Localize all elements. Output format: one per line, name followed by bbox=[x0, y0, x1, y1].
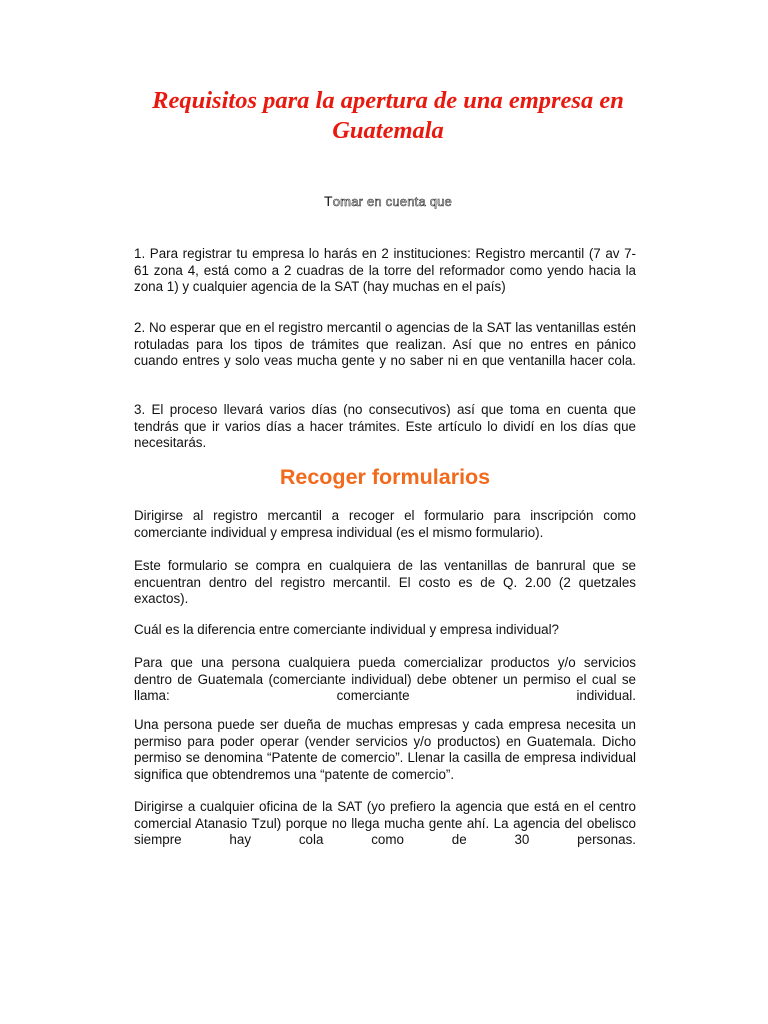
intro-paragraph-1: 1. Para registrar tu empresa lo harás en 2 instituciones: Registro mercantil (7 av 7-61 zona 4, está como a 2 cuadras de la torre del reformador como yendo hacia la zona 1) y cualquier agencia de la SAT (hay muchas en el país) bbox=[134, 246, 636, 295]
document-subtitle bbox=[100, 193, 676, 210]
document-title: Requisitos para la apertura de una empresa en Guatemala bbox=[152, 87, 624, 144]
subtitle-rest: omar en cuenta que bbox=[332, 194, 452, 209]
section-paragraph-4: Para que una persona cualquiera pueda comercializar productos y/o servicios dentro de Guatemala (comerciante individual) debe obtener un permiso el cual se llama: comerciante individual. bbox=[134, 655, 636, 704]
section-paragraph-5: Una persona puede ser dueña de muchas empresas y cada empresa necesita un permiso para poder operar (vender servicios y/o productos) en Guatemala. Dicho permiso se denomina “Patente de comercio”. Llenar la casilla de empresa individual significa que obtendremos una “patente de comercio”. bbox=[134, 717, 636, 782]
section-paragraph-2: Este formulario se compra en cualquiera de las ventanillas de banrural que se encuentran dentro del registro mercantil. El costo es de Q. 2.00 (2 quetzales exactos). bbox=[134, 558, 636, 607]
intro-paragraph-2: 2. No esperar que en el registro mercantil o agencias de la SAT las ventanillas estén rotuladas para los tipos de trámites que realizan. Así que no entres en pánico cuando entres y solo veas mucha gente y no saber ni en que ventanilla hacer cola. bbox=[134, 320, 636, 369]
intro-paragraph-3: 3. El proceso llevará varios días (no consecutivos) así que toma en cuenta que tendrás que ir varios días a hacer trámites. Este artículo lo dividí en los días que necesitarás. bbox=[134, 402, 636, 451]
subtitle-first-letter: T bbox=[323, 193, 333, 209]
section-heading: Recoger formularios bbox=[279, 465, 491, 489]
section-paragraph-1: Dirigirse al registro mercantil a recoger el formulario para inscripción como comerciante individual y empresa individual (es el mismo formulario). bbox=[134, 508, 636, 540]
section-paragraph-3: Cuál es la diferencia entre comerciante individual y empresa individual? bbox=[134, 622, 560, 637]
section-paragraph-6: Dirigirse a cualquier oficina de la SAT (yo prefiero la agencia que está en el centro comercial Atanasio Tzul) porque no llega mucha gente ahí. La agencia del obelisco siempre hay cola como de 30 personas. bbox=[134, 799, 636, 848]
